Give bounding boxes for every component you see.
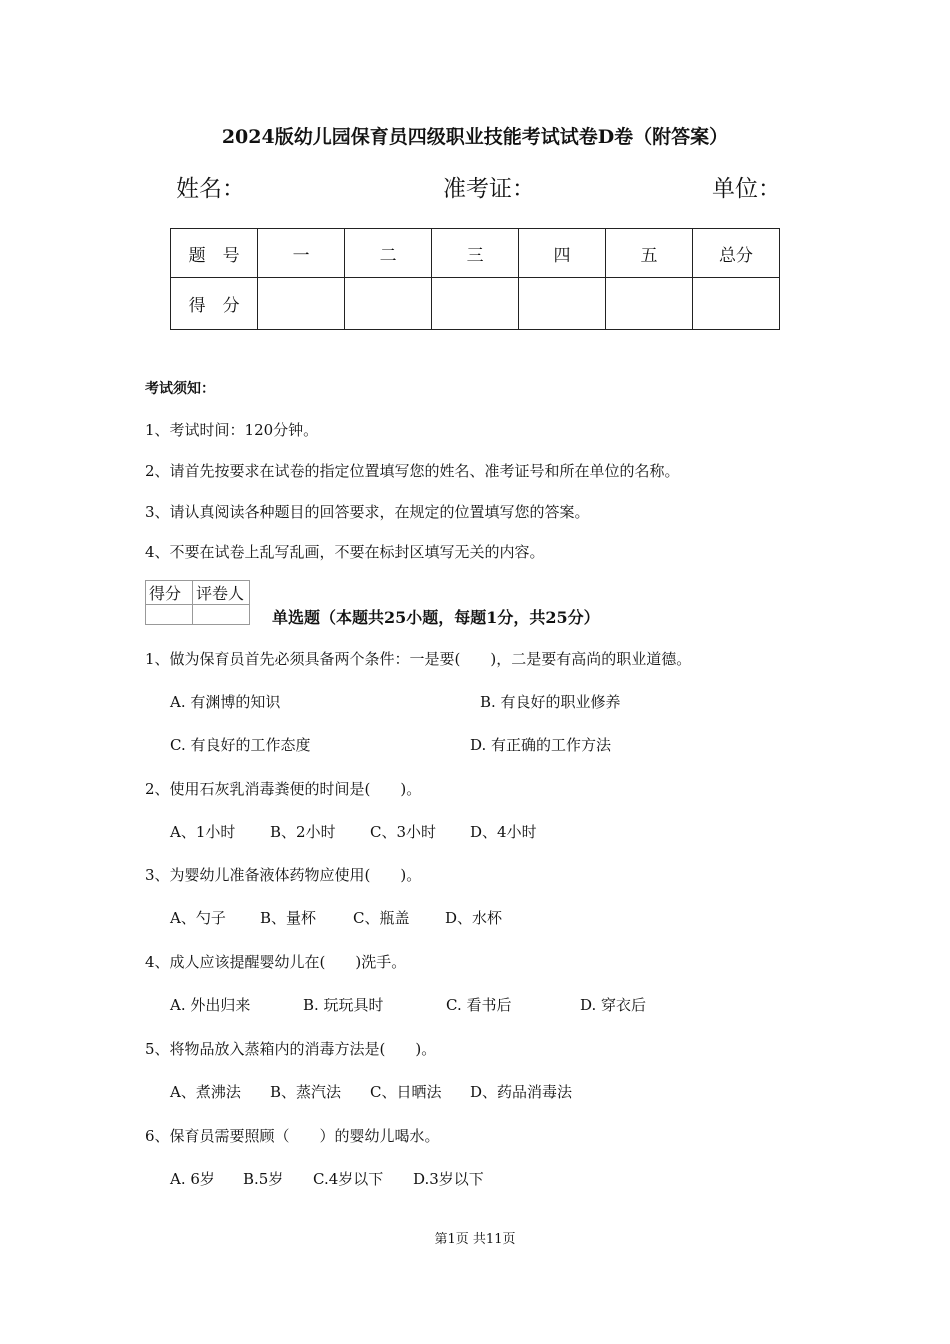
score-row-label: 得 分 xyxy=(171,278,258,330)
exam-id-field-label: 准考证： xyxy=(443,176,535,202)
score-cell[interactable] xyxy=(432,278,519,330)
unit-field-label: 单位： xyxy=(712,176,781,202)
score-cell[interactable] xyxy=(258,278,345,330)
score-table-header: 一 xyxy=(258,229,345,278)
question-option: B. 有良好的职业修养 xyxy=(480,693,621,711)
question-option: C. 有良好的工作态度 xyxy=(170,736,311,754)
question-option: C.4岁以下 xyxy=(313,1170,384,1188)
grader-score-cell[interactable] xyxy=(146,605,193,625)
question-option: D、水杯 xyxy=(445,909,503,927)
notice-item: 2、请首先按要求在试卷的指定位置填写您的姓名、准考证号和所在单位的名称。 xyxy=(145,462,680,480)
score-cell[interactable] xyxy=(519,278,606,330)
score-table xyxy=(170,228,780,330)
question-option: C. 看书后 xyxy=(446,996,512,1014)
page-footer: 第1页 共11页 xyxy=(434,1232,516,1247)
question-option: B、2小时 xyxy=(270,823,336,841)
score-table-header: 五 xyxy=(606,229,693,278)
question-option: D、4小时 xyxy=(470,823,537,841)
question-option: B.5岁 xyxy=(243,1170,284,1188)
notice-title: 考试须知： xyxy=(145,381,215,397)
question-option: A、煮沸法 xyxy=(170,1083,241,1101)
question-stem: 2、使用石灰乳消毒粪便的时间是( )。 xyxy=(145,780,422,798)
question-option: A. 外出归来 xyxy=(170,996,251,1014)
question-option: B、蒸汽法 xyxy=(270,1083,342,1101)
notice-item: 3、请认真阅读各种题目的回答要求，在规定的位置填写您的答案。 xyxy=(145,503,590,521)
question-option: C、日晒法 xyxy=(370,1083,442,1101)
score-cell[interactable] xyxy=(606,278,693,330)
question-stem: 6、保育员需要照顾（ ）的婴幼儿喝水。 xyxy=(145,1127,440,1145)
score-table-header: 题 号 xyxy=(171,229,258,278)
question-stem: 4、成人应该提醒婴幼儿在( )洗手。 xyxy=(145,953,407,971)
question-option: C、3小时 xyxy=(370,823,437,841)
question-stem: 1、做为保育员首先必须具备两个条件：一是要( )，二是要有高尚的职业道德。 xyxy=(145,650,692,668)
score-table-header: 二 xyxy=(345,229,432,278)
question-stem: 5、将物品放入蒸箱内的消毒方法是( )。 xyxy=(145,1040,437,1058)
score-cell[interactable] xyxy=(692,278,779,330)
exam-title: 2024版幼儿园保育员四级职业技能考试试卷D卷（附答案） xyxy=(221,126,729,148)
question-option: D. 有正确的工作方法 xyxy=(470,736,612,754)
section-title: 单选题（本题共25小题，每题1分，共25分） xyxy=(272,608,600,627)
score-table-header: 三 xyxy=(432,229,519,278)
score-table-header: 四 xyxy=(519,229,606,278)
question-option: A. 6岁 xyxy=(170,1170,215,1188)
question-option: A、1小时 xyxy=(170,823,236,841)
grader-score-label: 得分 xyxy=(146,581,193,605)
notice-item: 1、考试时间：120分钟。 xyxy=(145,421,319,439)
question-option: A. 有渊博的知识 xyxy=(170,693,281,711)
notice-item: 4、不要在试卷上乱写乱画，不要在标封区填写无关的内容。 xyxy=(145,543,545,561)
score-table-header: 总分 xyxy=(692,229,779,278)
score-table-score-row xyxy=(171,278,780,330)
question-option: C、瓶盖 xyxy=(353,909,410,927)
question-option: D. 穿衣后 xyxy=(580,996,647,1014)
question-option: B、量杯 xyxy=(260,909,317,927)
score-cell[interactable] xyxy=(345,278,432,330)
grader-reviewer-label: 评卷人 xyxy=(193,581,250,605)
grader-table xyxy=(145,580,250,625)
name-field-label: 姓名： xyxy=(176,176,245,202)
score-table-header-row xyxy=(171,229,780,278)
question-option: D.3岁以下 xyxy=(413,1170,484,1188)
question-option: A、勺子 xyxy=(170,909,226,927)
question-option: B. 玩玩具时 xyxy=(303,996,384,1014)
question-stem: 3、为婴幼儿准备液体药物应使用( )。 xyxy=(145,866,422,884)
question-option: D、药品消毒法 xyxy=(470,1083,573,1101)
grader-reviewer-cell[interactable] xyxy=(193,605,250,625)
